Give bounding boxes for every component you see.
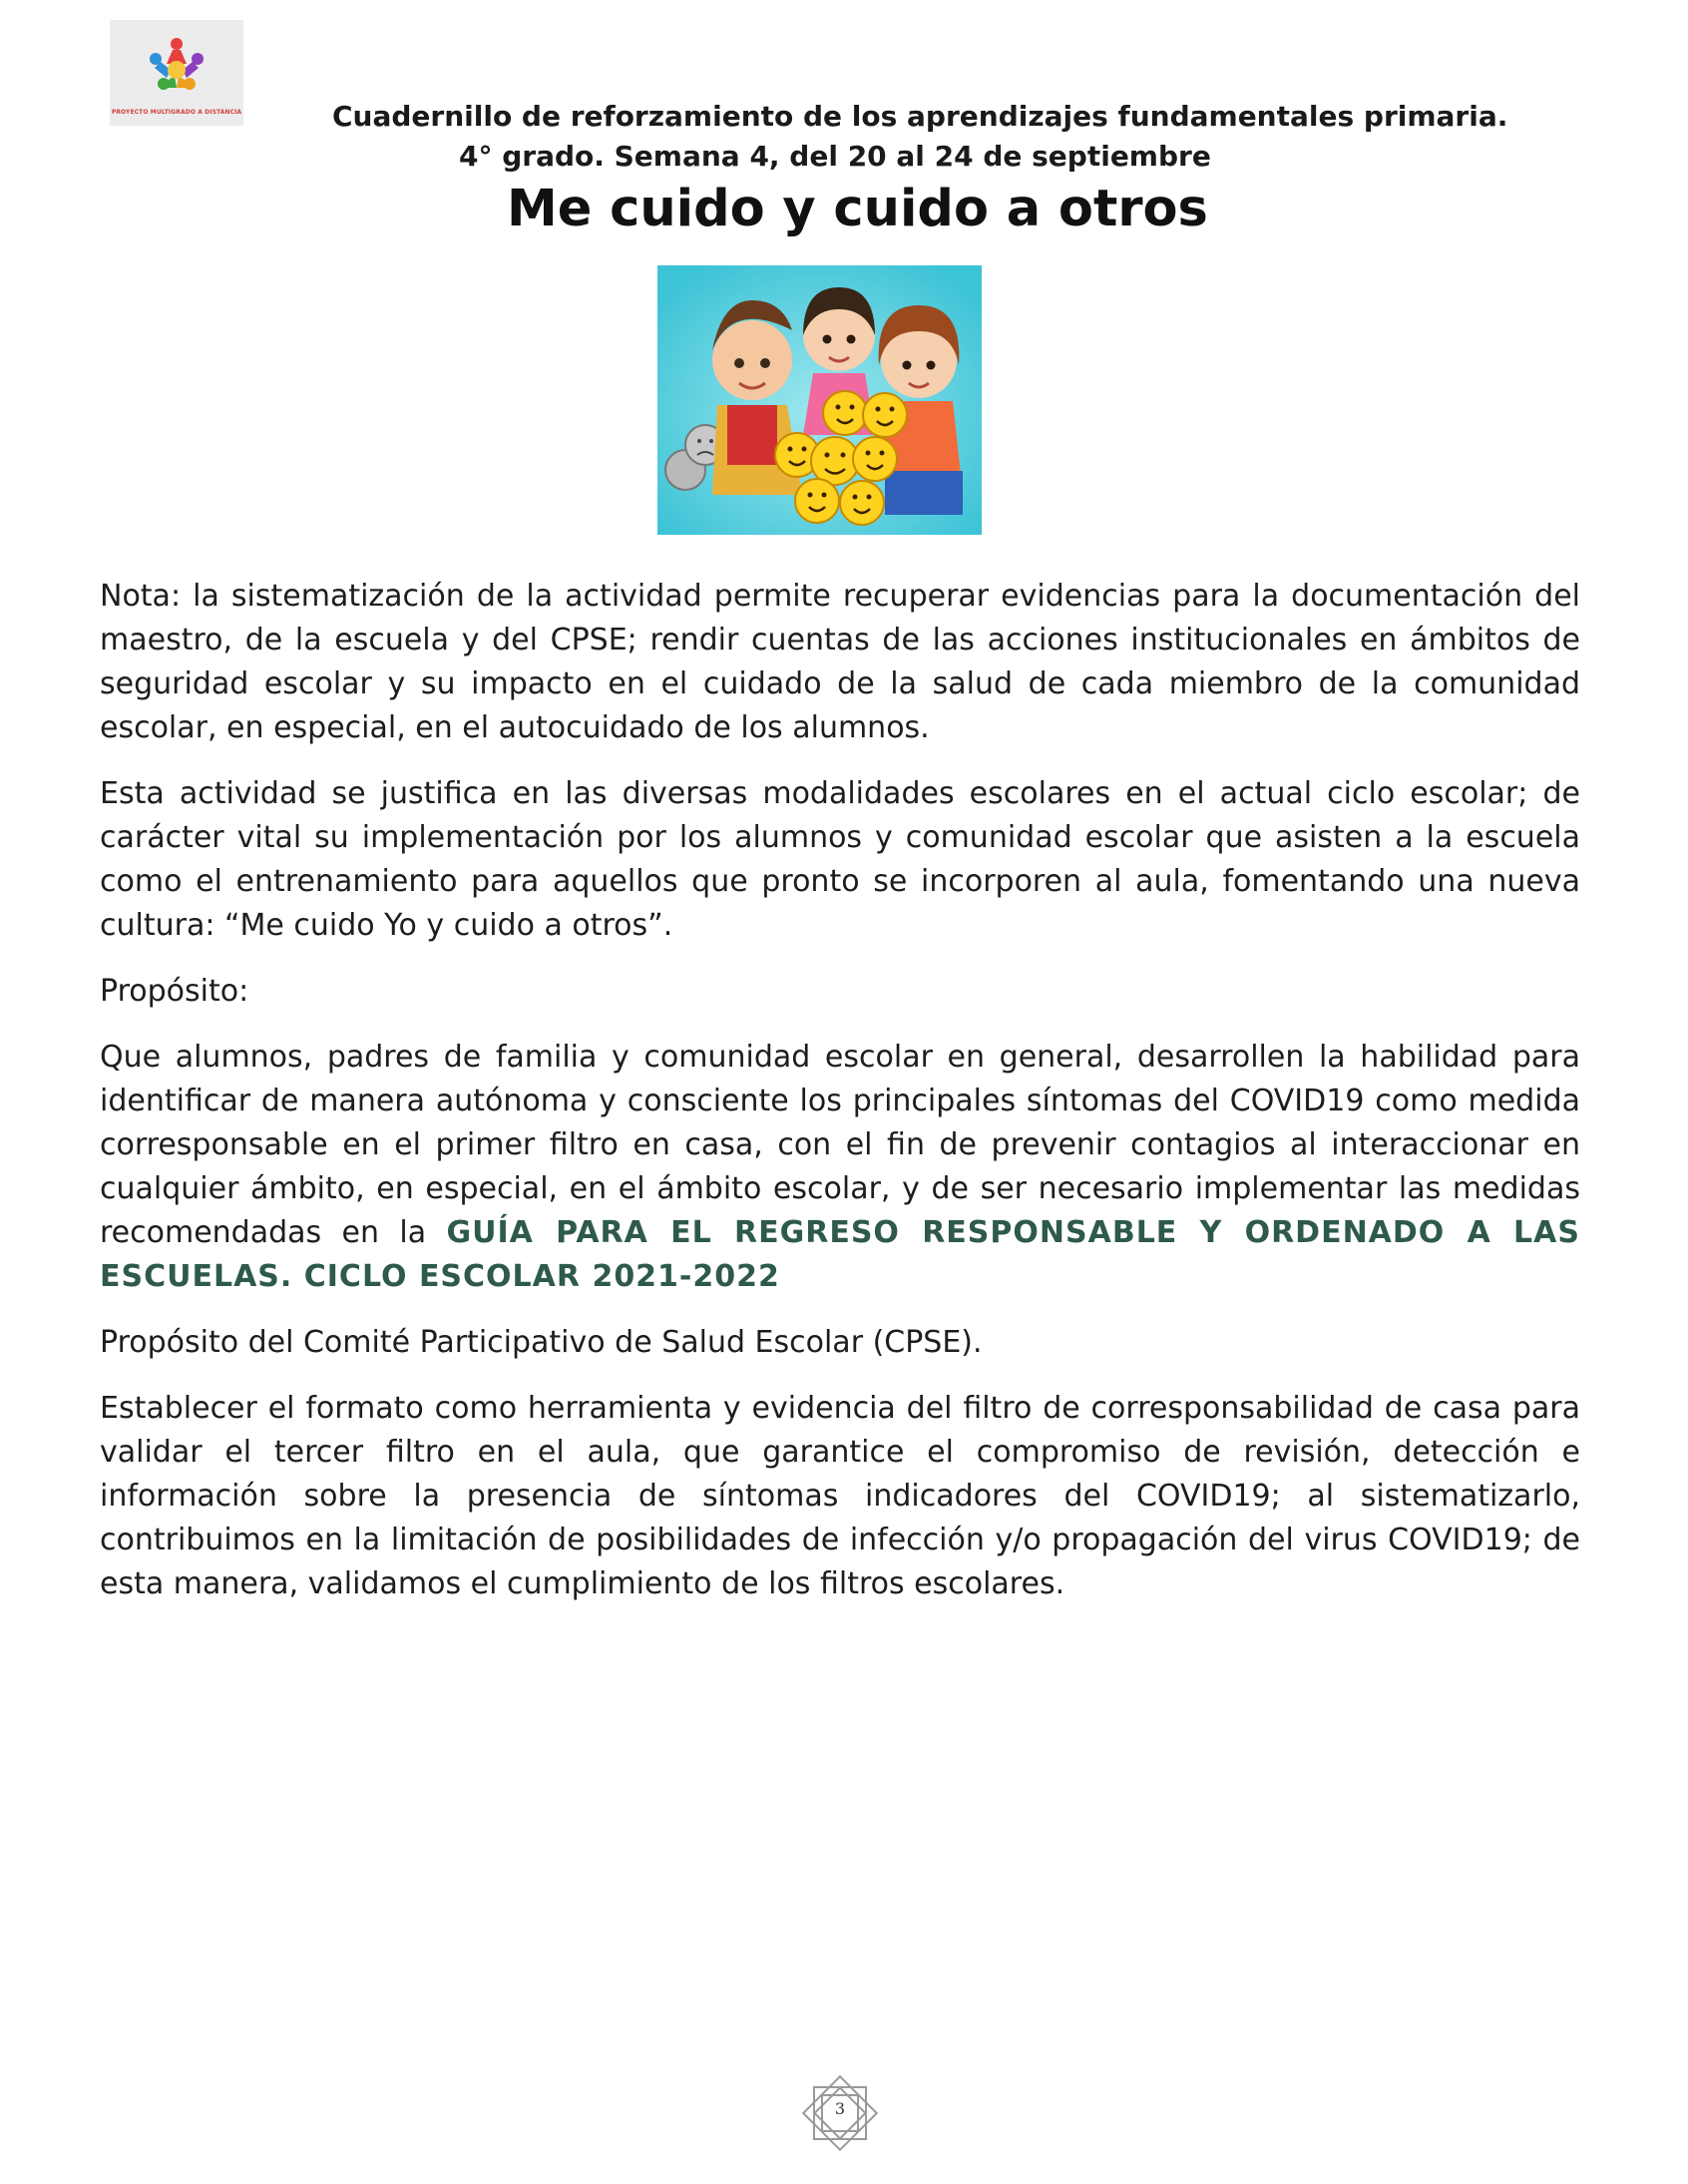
note-paragraph: Nota: la sistematización de la actividad permite recuperar evidencias para la documentación del maestro, de la escuela y del CPSE; rendir cuentas de las acciones institucionales en ámbitos de seguridad escolar y su impacto en el cuidado de la salud de cada miembro de la comunidad escolar, en especial, en el autocuidado de los alumnos. (100, 579, 1580, 745)
cpse-paragraph: Establecer el formato como herramienta y evidencia del filtro de corresponsabilidad de casa para validar el tercer filtro en el aula, que garantice el compromiso de revisión, detección e información sobre la presencia de síntomas indicadores del COVID19; al sistematizarlo, contribuimos en la limitación de posibilidades de infección y/o propagación del virus COVID19; de esta manera, validamos el cumplimiento de los filtros escolares. (100, 1391, 1580, 1601)
purpose-text: Que alumnos, padres de familia y comunidad escolar en general, desarrollen la habilidad para identificar de manera autónoma y consciente los principales síntomas del COVID19 como medida corresponsable en el primer filtro en casa, con el fin de prevenir contagios al interaccionar en cualquier ámbito, en especial, en el ámbito escolar, y de ser necesario implementar las medidas recomendadas en la (100, 1040, 1580, 1250)
document-body (100, 575, 1580, 1628)
children-emoji-illustration (657, 265, 982, 535)
guide-title-highlight: GUÍA PARA EL REGRESO RESPONSABLE Y ORDENADO A LAS ESCUELAS. CICLO ESCOLAR 2021-2022 (100, 1215, 1580, 1294)
booklet-title: Cuadernillo de reforzamiento de los aprendizajes fundamentales primaria. (332, 100, 1508, 133)
justification-paragraph: Esta actividad se justifica en las diversas modalidades escolares en el actual ciclo escolar; de carácter vital su implementación por los alumnos y comunidad escolar que asisten a la escuela como el entrenamiento para aquellos que pronto se incorporen al aula, fomentando una nueva cultura: “Me cuido Yo y cuido a otros”. (100, 776, 1580, 943)
cpse-heading: Propósito del Comité Participativo de Salud Escolar (CPSE). (100, 1325, 983, 1360)
page-number: 3 (834, 2099, 846, 2118)
purpose-heading: Propósito: (100, 974, 249, 1009)
purpose-paragraph (100, 1036, 1580, 1299)
page-title: Me cuido y cuido a otros (507, 180, 1208, 238)
grade-week: 4° grado. Semana 4, del 20 al 24 de septiembre (459, 140, 1211, 173)
page-number-badge (798, 2071, 882, 2155)
project-logo (110, 20, 243, 126)
logo-caption: PROYECTO MULTIGRADO A DISTANCIA (111, 109, 242, 116)
